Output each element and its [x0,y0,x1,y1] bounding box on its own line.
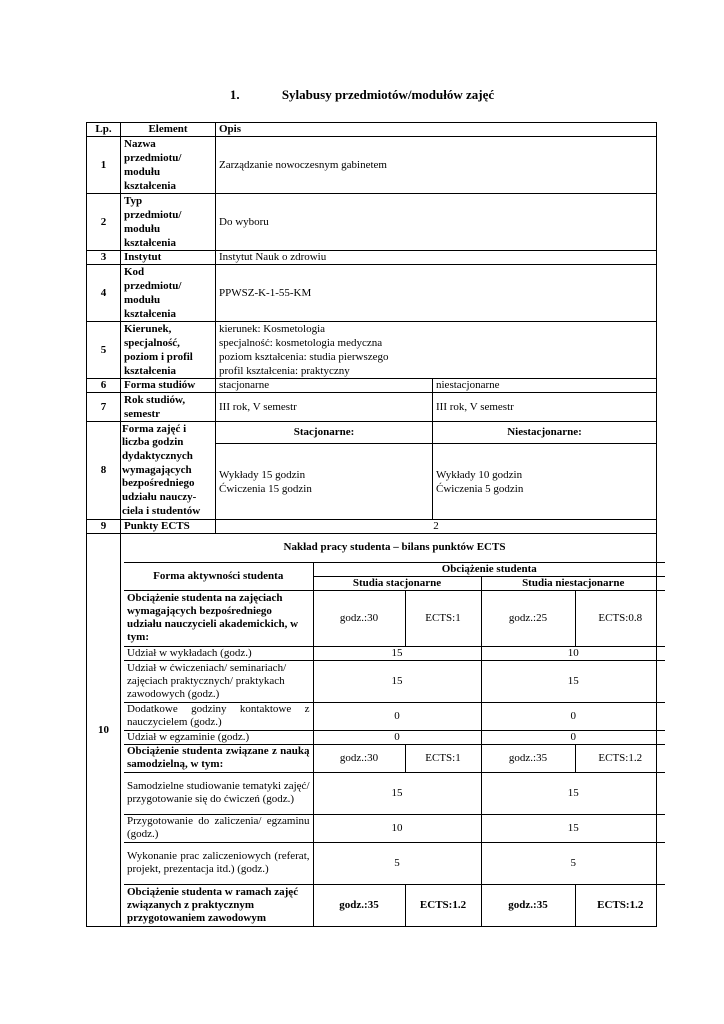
table-row [87,393,657,422]
row-element: Instytut [121,251,216,265]
niestac-value: 10 [481,646,665,660]
row-lp: 8 [87,422,121,520]
table-row [87,520,657,534]
row-value: Zarządzanie nowoczesnym gabinetem [216,137,657,194]
row-value-niestac: Wykłady 10 godzin Ćwiczenia 5 godzin [433,444,657,520]
row-value-niestac: niestacjonarne [433,379,657,393]
stac-value: 0 [313,702,481,730]
row-element: Punkty ECTS [121,520,216,534]
ects-label: Wykonanie prac zaliczeniowych (referat, projekt, prezentacja itd.) (godz.) [124,842,313,884]
row-value: kierunek: Kosmetologia specjalność: kosmetologia medyczna poziom kształcenia: studia pierwszego profil kształcenia: praktyczny [216,322,657,379]
stac-value: 10 [313,814,481,842]
niestac-ects: ECTS:0.8 [575,590,665,646]
row-value-niestac: III rok, V semestr [433,393,657,422]
table-row [87,422,657,444]
ects-label: Obciążenie studenta na zajęciach wymagających bezpośredniego udziału nauczycieli akademickich, w tym: [124,590,313,646]
ects-label: Dodatkowe godziny kontaktowe z nauczycielem (godz.) [124,702,313,730]
ects-label: Udział w ćwiczeniach/ seminariach/ zajęciach praktycznych/ praktykach zawodowych (godz.) [124,660,313,702]
ects-label: Udział w wykładach (godz.) [124,646,313,660]
row-lp: 9 [87,520,121,534]
table-row [124,730,665,744]
row-element: Forma zajęć i liczba godzin dydaktycznych wymagających bezpośredniego udziału nauczy- ciela i studentów [121,422,216,520]
niestac-value: 5 [481,842,665,884]
col-stac: Studia stacjonarne [313,576,481,590]
niestac-ects: ECTS:1.2 [575,744,665,772]
header-opis: Opis [216,123,657,137]
row-value: PPWSZ-K-1-55-KM [216,265,657,322]
niestac-header: Niestacjonarne: [433,422,657,444]
table-row [124,590,665,646]
col-activity: Forma aktywności studenta [124,562,313,590]
table-row [124,702,665,730]
table-row [124,660,665,702]
col-niestac: Studia niestacjonarne [481,576,665,590]
stac-value: 15 [313,772,481,814]
niestac-hours: godz.:35 [481,744,575,772]
ects-label: Udział w egzaminie (godz.) [124,730,313,744]
row-value: 2 [216,520,657,534]
row-element: Typ przedmiotu/ modułu kształcenia [121,194,216,251]
heading-number: 1. [229,87,240,102]
niestac-value: 0 [481,730,665,744]
table-row [124,772,665,814]
stac-ects: ECTS:1 [405,744,481,772]
table-row [87,194,657,251]
page-heading [0,87,724,103]
table-row [87,251,657,265]
row-value: Instytut Nauk o zdrowiu [216,251,657,265]
table-row [87,265,657,322]
row-element: Forma studiów [121,379,216,393]
header-lp: Lp. [87,123,121,137]
table-row [124,884,665,926]
ects-label: Obciążenie studenta w ramach zajęć związanych z praktycznym przygotowaniem zawodowym [124,884,313,926]
row-lp: 5 [87,322,121,379]
row-lp: 2 [87,194,121,251]
ects-table [124,534,665,926]
stac-value: 15 [313,646,481,660]
ects-title-row [124,534,665,562]
row-element: Kod przedmiotu/ modułu kształcenia [121,265,216,322]
stac-value: 15 [313,660,481,702]
stac-header: Stacjonarne: [216,422,433,444]
row-lp: 4 [87,265,121,322]
table-row [124,646,665,660]
row-value: Do wyboru [216,194,657,251]
row-lp: 7 [87,393,121,422]
table-row [124,814,665,842]
row-element: Nazwa przedmiotu/ modułu kształcenia [121,137,216,194]
table-row [87,379,657,393]
niestac-hours: godz.:25 [481,590,575,646]
niestac-value: 15 [481,660,665,702]
row-lp: 3 [87,251,121,265]
niestac-ects: ECTS:1.2 [575,884,665,926]
row-element: Kierunek, specjalność, poziom i profil kształcenia [121,322,216,379]
stac-hours: godz.:35 [313,884,405,926]
syllabus-table [86,122,657,927]
row-lp: 10 [87,534,121,927]
niestac-hours: godz.:35 [481,884,575,926]
ects-label: Obciążenie studenta związane z nauką samodzielną, w tym: [124,744,313,772]
row-value-stac: III rok, V semestr [216,393,433,422]
niestac-value: 15 [481,814,665,842]
stac-hours: godz.:30 [313,590,405,646]
row-element: Rok studiów, semestr [121,393,216,422]
row-lp: 1 [87,137,121,194]
table-row [87,322,657,379]
table-row [87,534,657,927]
ects-label: Przygotowanie do zaliczenia/ egzaminu (godz.) [124,814,313,842]
row-value-stac: stacjonarne [216,379,433,393]
row-value-stac: Wykłady 15 godzin Ćwiczenia 15 godzin [216,444,433,520]
stac-value: 5 [313,842,481,884]
stac-ects: ECTS:1 [405,590,481,646]
stac-ects: ECTS:1.2 [405,884,481,926]
table-row [87,137,657,194]
stac-hours: godz.:30 [313,744,405,772]
table-row [124,842,665,884]
ects-cell [121,534,657,927]
niestac-value: 0 [481,702,665,730]
niestac-value: 15 [481,772,665,814]
stac-value: 0 [313,730,481,744]
col-load: Obciążenie studenta [313,562,665,576]
table-row [124,744,665,772]
ects-header-row [124,562,665,576]
ects-title: Nakład pracy studenta – bilans punktów ECTS [124,534,665,562]
header-element: Element [121,123,216,137]
ects-label: Samodzielne studiowanie tematyki zajęć/ przygotowanie się do ćwiczeń (godz.) [124,772,313,814]
heading-title: Sylabusy przedmiotów/modułów zajęć [281,87,495,102]
table-header-row [87,123,657,137]
row-lp: 6 [87,379,121,393]
